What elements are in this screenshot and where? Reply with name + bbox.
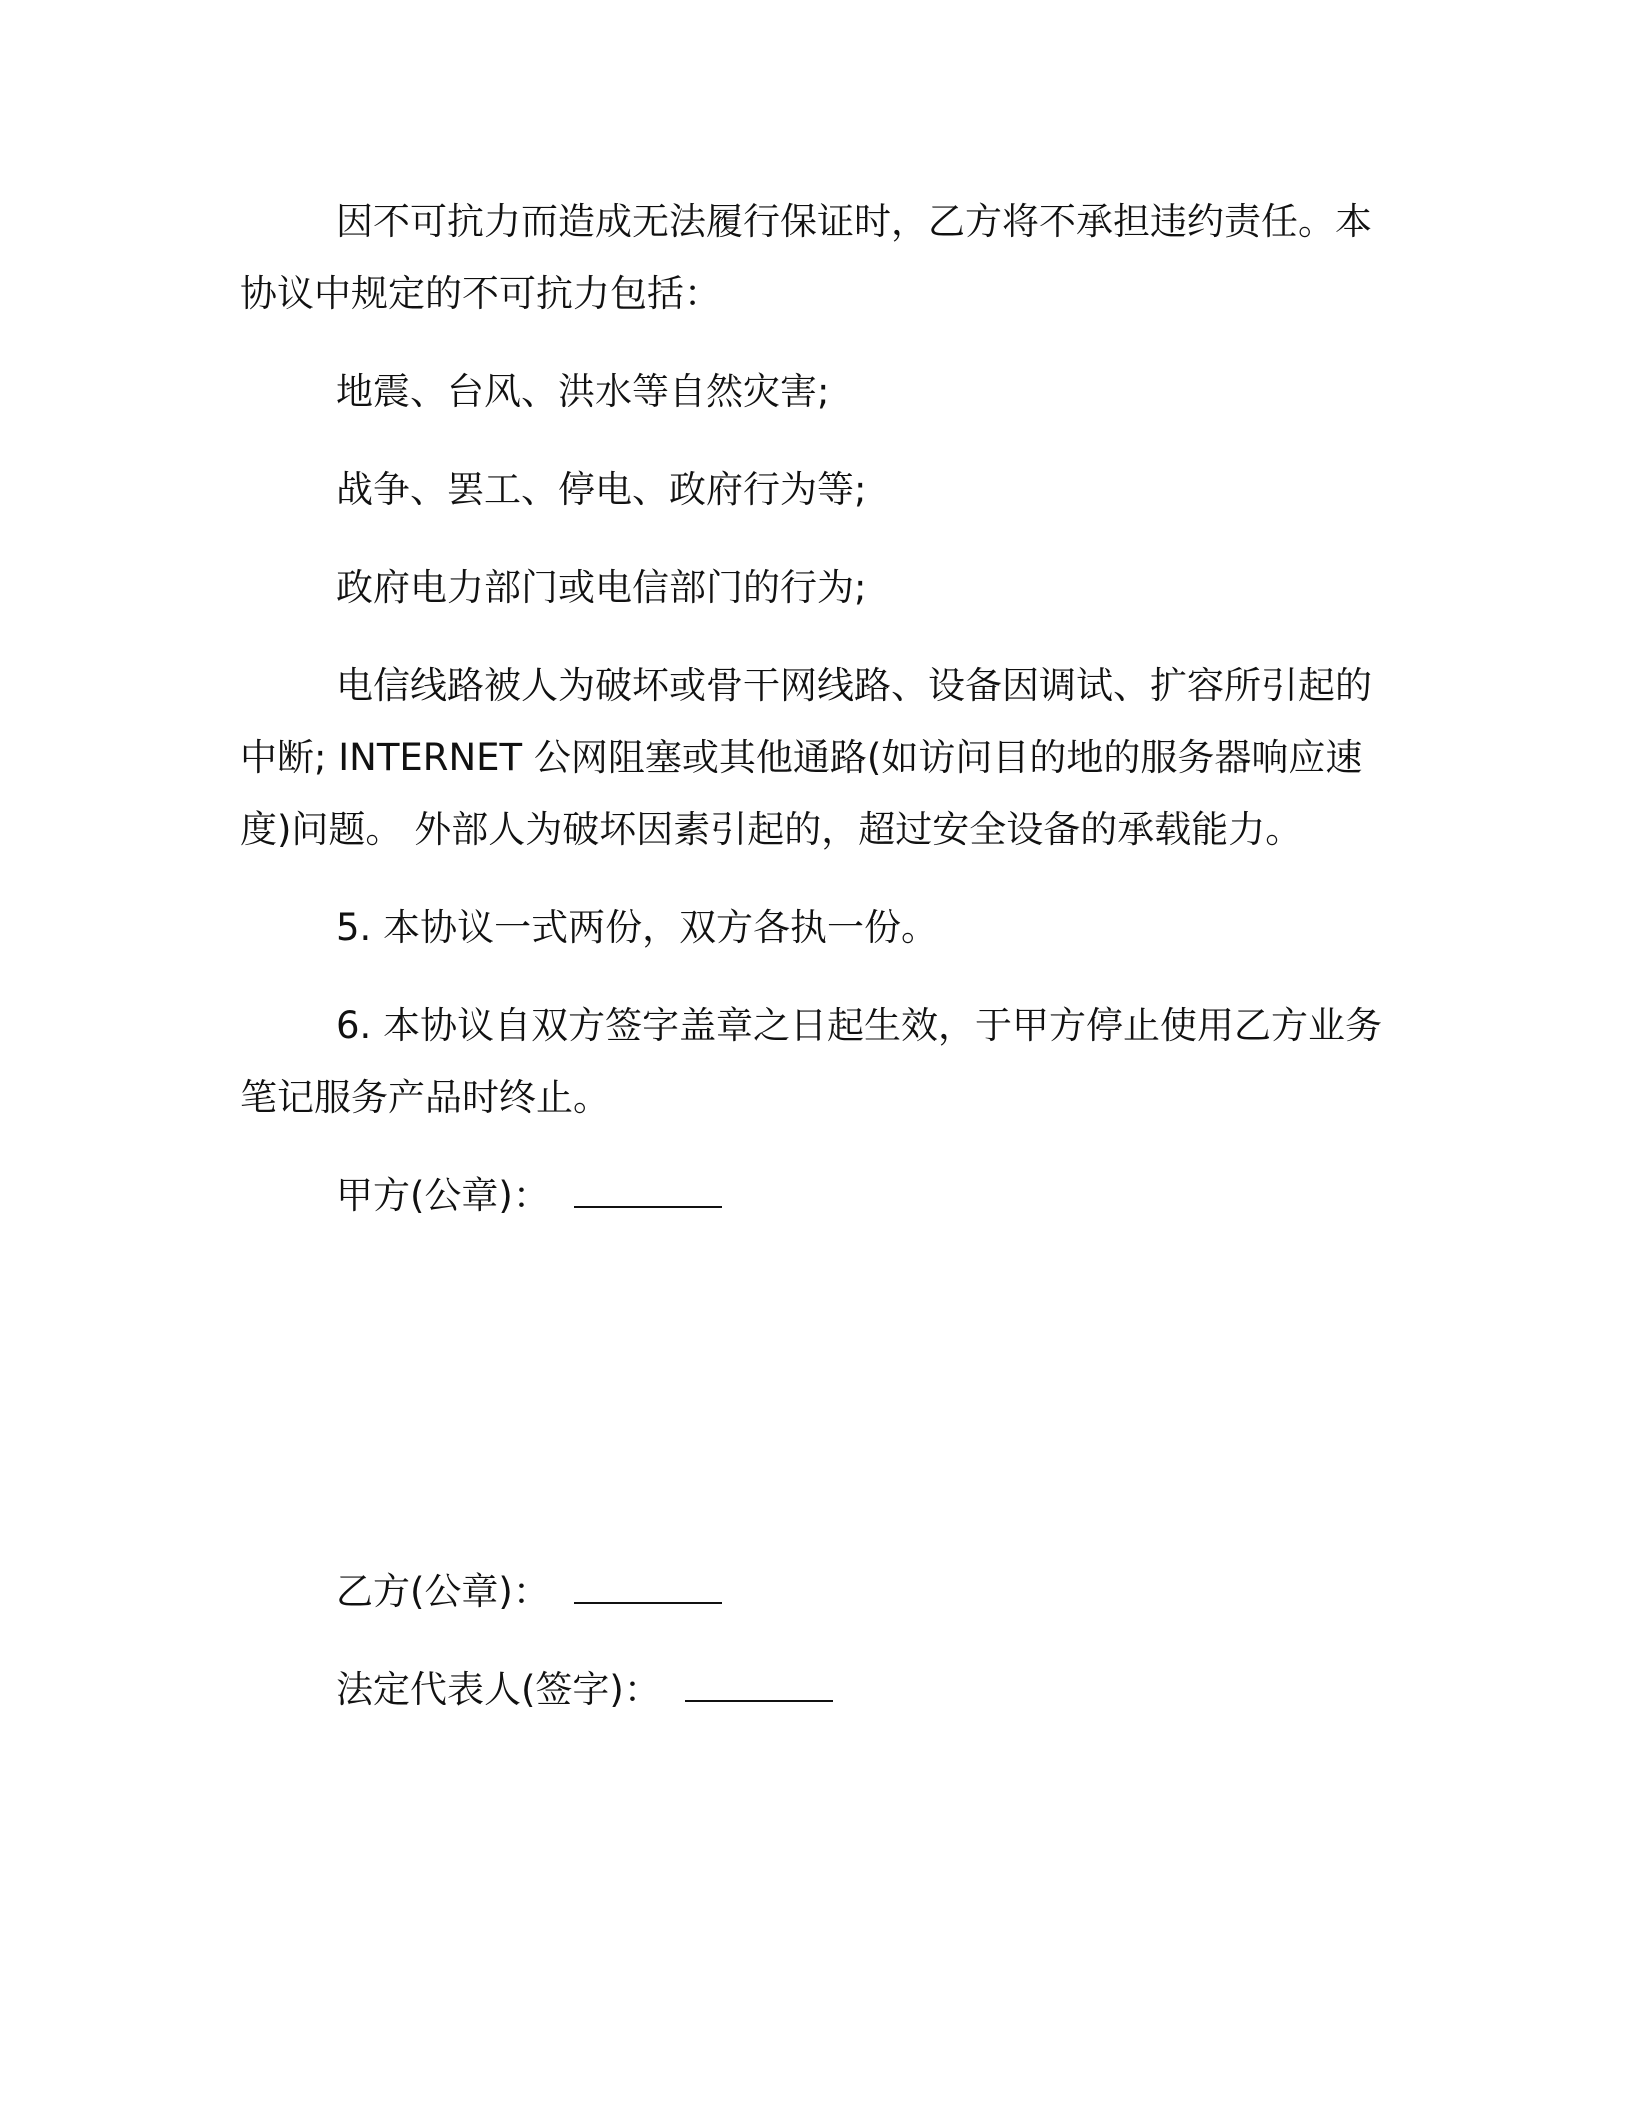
legal-rep-signature-row (240, 1654, 1400, 1726)
item-government-departments: 政府电力部门或电信部门的行为; (336, 566, 867, 609)
clause-5: 5. 本协议一式两份，双方各执一份。 (336, 906, 939, 949)
party-b-label: 乙方(公章)： (336, 1570, 550, 1613)
party-a-label: 甲方(公章)： (336, 1174, 550, 1217)
party-a-signature-line (574, 1166, 722, 1208)
force-majeure-intro: 因不可抗力而造成无法履行保证时，乙方将不承担违约责任。本协议中规定的不可抗力包括： (240, 200, 1372, 315)
item-natural-disasters: 地震、台风、洪水等自然灾害; (336, 370, 830, 413)
item-war-strikes: 战争、罢工、停电、政府行为等; (336, 468, 867, 511)
party-b-signature-line (574, 1562, 722, 1604)
legal-rep-label: 法定代表人(签字)： (336, 1668, 661, 1711)
party-a-signature-row (240, 1160, 1400, 1232)
legal-rep-signature-line (685, 1660, 833, 1702)
party-b-signature-row (240, 1556, 1400, 1628)
item-network-failures: 电信线路被人为破坏或骨干网线路、设备因调试、扩容所引起的中断; INTERNET 公网阻塞或其他通路(如访问目的地的服务器响应速度)问题。 外部人为破坏因素引起的，超过安全设备的承载能力。 (240, 664, 1372, 851)
clause-6: 6. 本协议自双方签字盖章之日起生效，于甲方停止使用乙方业务笔记服务产品时终止。 (240, 1004, 1383, 1119)
